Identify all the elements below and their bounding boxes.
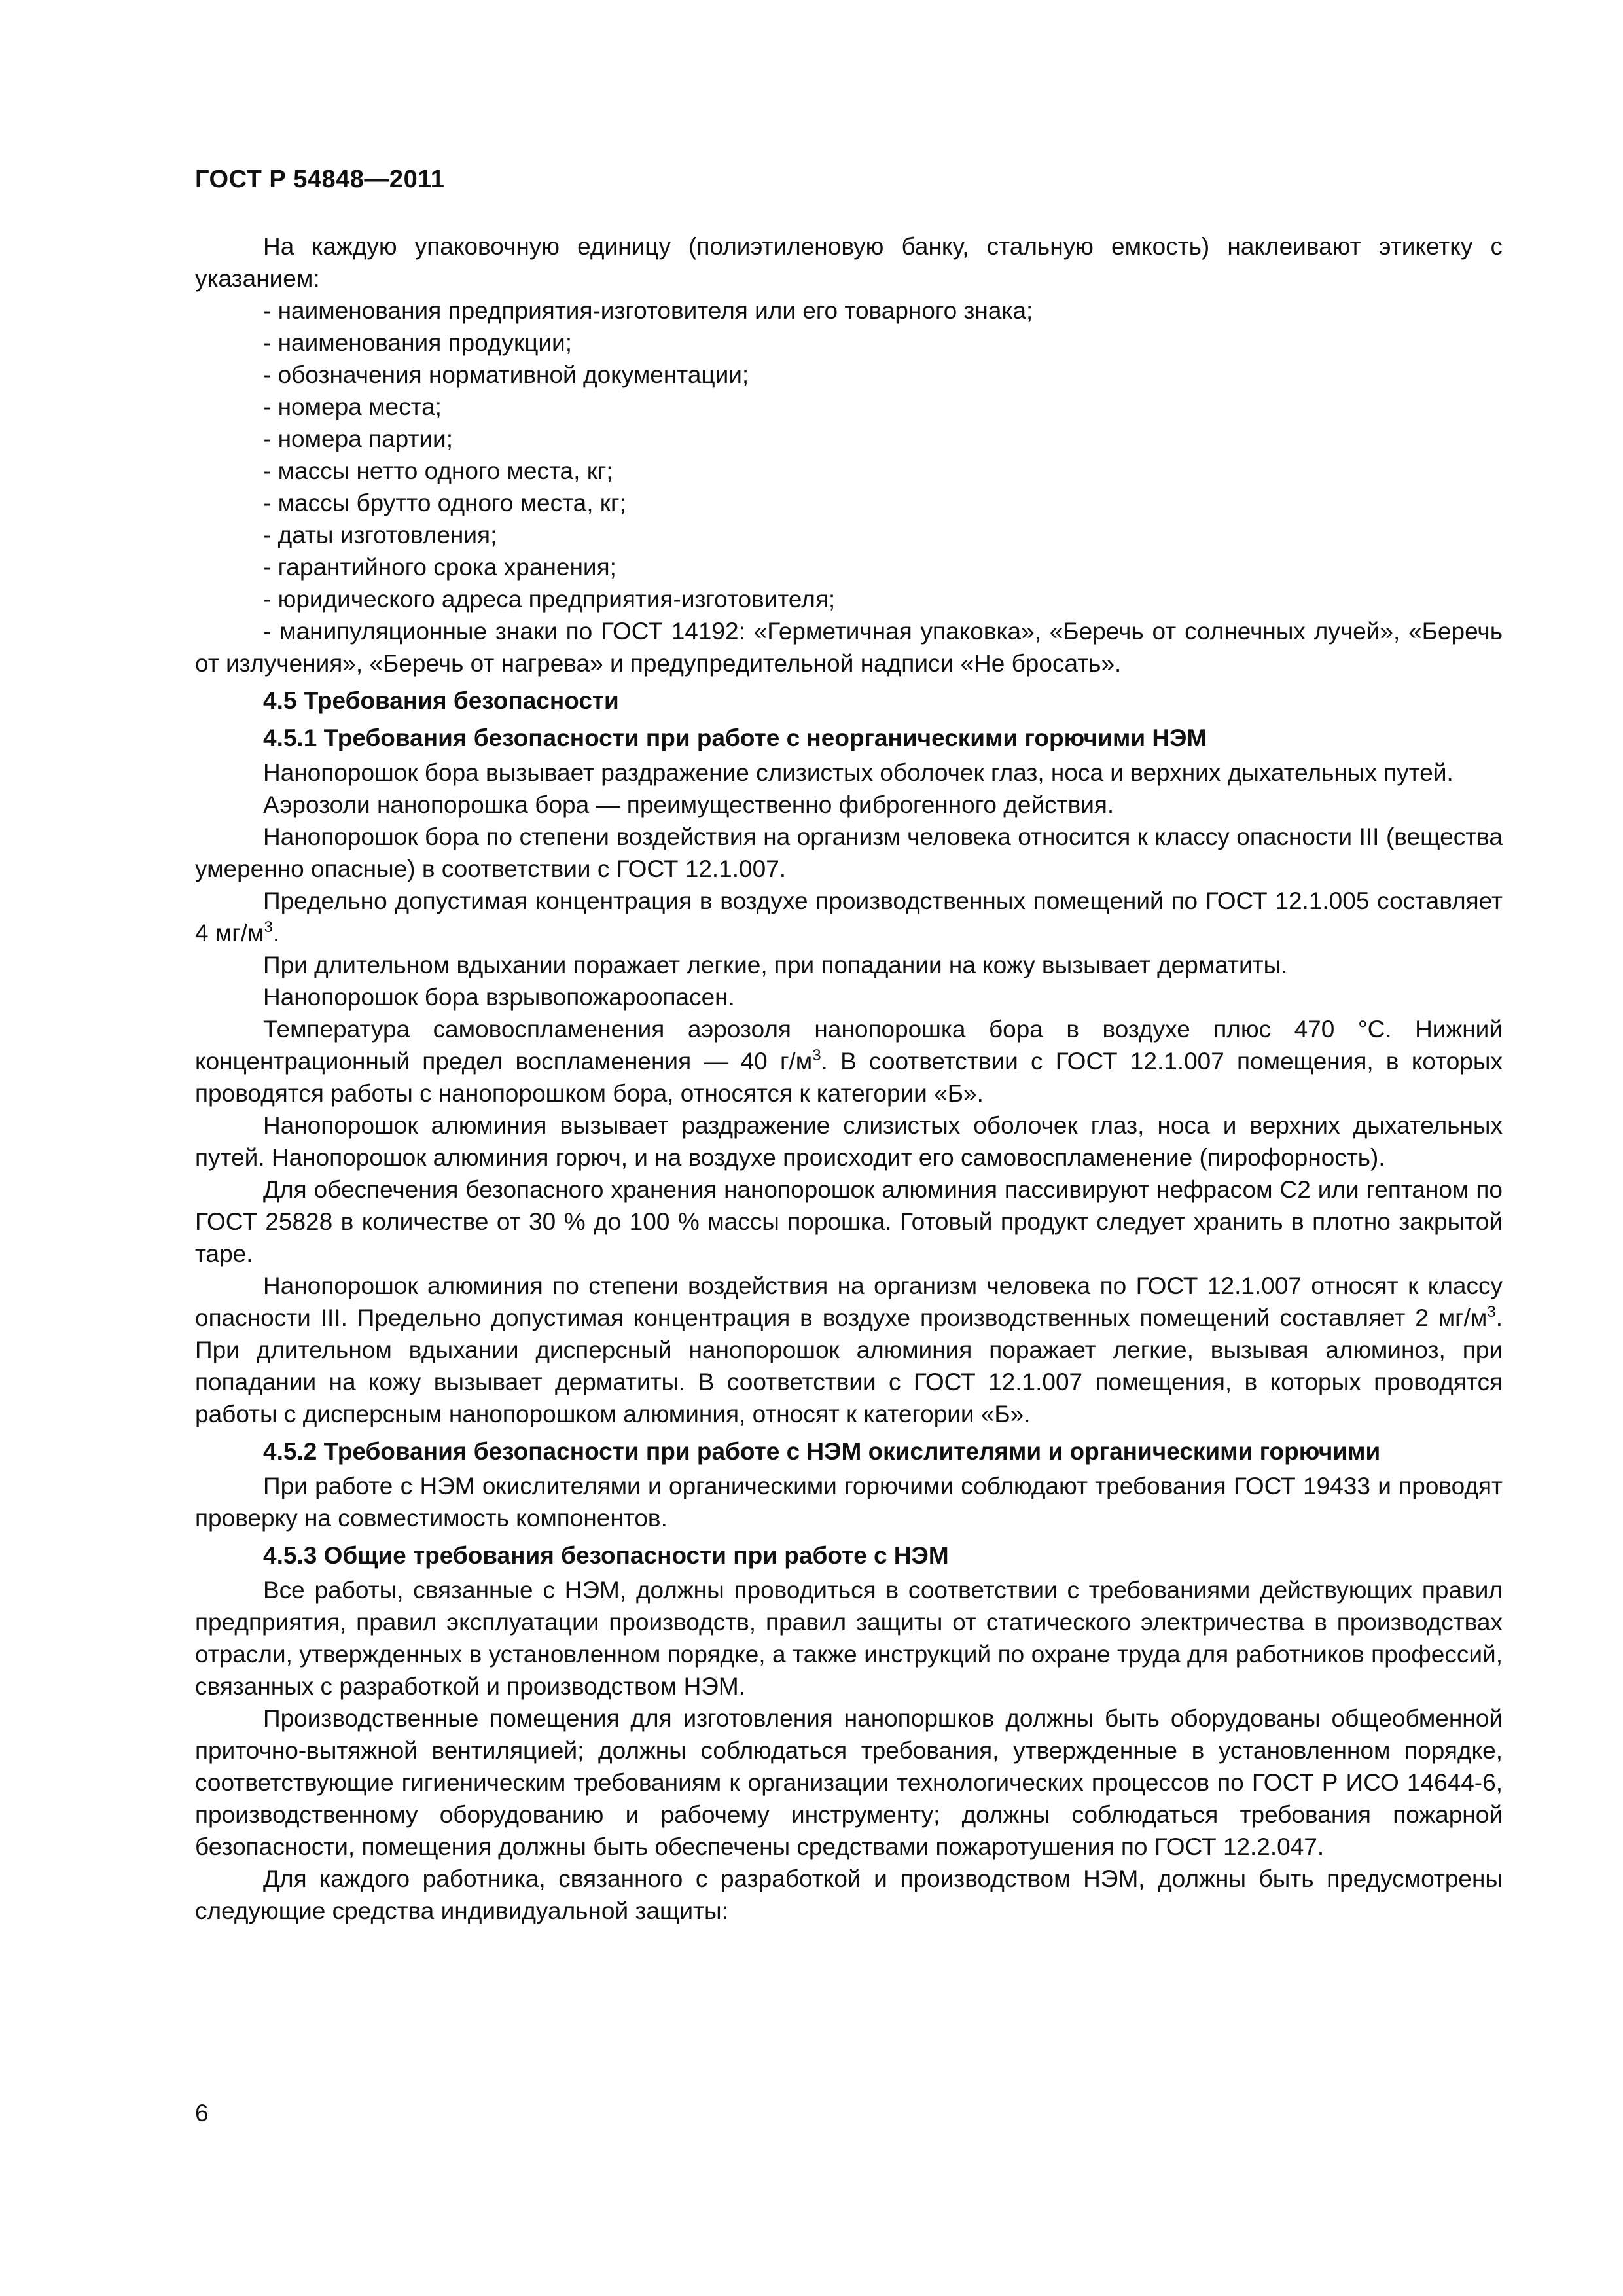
section-heading-4-5: 4.5 Требования безопасности [263,687,619,714]
label-intro-paragraph: На каждую упаковочную единицу (полиэтиленовую банку, стальную емкость) наклеивают этикетку с указанием: [195,233,1503,292]
section-heading-4-5-1: 4.5.1 Требования безопасности при работе с неорганическими горючими НЭМ [263,725,1207,751]
paragraph: Для обеспечения безопасного хранения нанопорошок алюминия пассивируют нефрасом С2 или гептаном по ГОСТ 25828 в количестве от 30 % до 100 % массы порошка. Готовый продукт следует хранить в плотно закрытой таре. [195,1176,1503,1267]
paragraph [195,885,1503,949]
list-item: - наименования предприятия-изготовителя или его товарного знака; [263,297,1033,324]
section-heading-4-5-3: 4.5.3 Общие требования безопасности при работе с НЭМ [263,1542,949,1569]
superscript: 3 [1487,1303,1496,1321]
list-item: - номера места; [263,393,442,420]
paragraph: Для каждого работника, связанного с разработкой и производством НЭМ, должны быть предусмотрены следующие средства индивидуальной защиты: [195,1865,1503,1924]
paragraph: При работе с НЭМ окислителями и органическими горючими соблюдают требования ГОСТ 19433 и проводят проверку на совместимость компонентов. [195,1473,1503,1532]
document-code: ГОСТ Р 54848—2011 [195,166,445,193]
paragraph: При длительном вдыхании поражает легкие, при попадании на кожу вызывает дерматиты. [263,952,1288,978]
paragraph [195,1013,1503,1109]
paragraph-text: . В соответствии с ГОСТ 12.1.007 помещения, в которых проводятся работы с нанопорошком бора, относятся к категории «Б». [195,1048,1503,1107]
section-heading-4-5-2: 4.5.2 Требования безопасности при работе с НЭМ окислителями и органическими горючими [263,1438,1381,1465]
paragraph-text: Предельно допустимая концентрация в воздухе производственных помещений по ГОСТ 12.1.005 составляет 4 мг/м [195,888,1503,946]
paragraph: Нанопорошок алюминия вызывает раздражение слизистых оболочек глаз, носа и верхних дыхательных путей. Нанопорошок алюминия горюч, и на воздухе происходит его самовоспламенение (пирофорность). [195,1112,1503,1171]
paragraph-text: . [272,920,280,946]
paragraph-text: Нанопорошок алюминия по степени воздействия на организм человека по ГОСТ 12.1.007 относят к классу опасности III. Предельно допустимая концентрация в воздухе производственных помещений составляет 2 мг/м [195,1272,1503,1331]
superscript: 3 [812,1047,821,1064]
paragraph-text: Температура самовоспламенения аэрозоля нанопорошка бора в воздухе плюс 470 °С. Нижний концентрационный предел воспламенения — 40 г/м [195,1016,1503,1075]
list-item: - массы нетто одного места, кг; [263,457,613,484]
paragraph-text: . При длительном вдыхании дисперсный нанопорошок алюминия поражает легкие, вызывая алюминоз, при попадании на кожу вызывает дерматиты. В соответствии с ГОСТ 12.1.007 помещения, в которых проводятся работы с дисперсным нанопорошком алюминия, относят к категории «Б». [195,1304,1503,1427]
list-item: - манипуляционные знаки по ГОСТ 14192: «Герметичная упаковка», «Беречь от солнечных лучей», «Беречь от излучения», «Беречь от нагрева» и предупредительной надписи «Не бросать». [195,618,1503,677]
paragraph: Нанопорошок бора вызывает раздражение слизистых оболочек глаз, носа и верхних дыхательных путей. [263,759,1454,786]
list-item: - юридического адреса предприятия-изготовителя; [263,586,836,613]
list-item: - обозначения нормативной документации; [263,361,749,388]
label-items-list [195,295,1503,679]
paragraph: Нанопорошок бора по степени воздействия на организм человека относится к классу опасности III (вещества умеренно опасные) в соответствии с ГОСТ 12.1.007. [195,823,1503,882]
list-item: - гарантийного срока хранения; [263,554,616,581]
list-item: - номера партии; [263,425,454,452]
superscript: 3 [264,918,273,936]
paragraph [195,1270,1503,1430]
paragraph: Аэрозоли нанопорошка бора — преимущественно фиброгенного действия. [263,791,1115,818]
document-body [195,230,1503,1927]
list-item: - даты изготовления; [263,522,497,548]
list-item: - массы брутто одного места, кг; [263,490,626,516]
list-item: - наименования продукции; [263,329,573,356]
paragraph: Все работы, связанные с НЭМ, должны проводиться в соответствии с требованиями действующих правил предприятия, правил эксплуатации производств, правил защиты от статического электричества в производствах отрасли, утвержденных в установленном порядке, а также инструкций по охране труда для работников профессий, связанных с разработкой и производством НЭМ. [195,1577,1503,1700]
page-number: 6 [195,2100,209,2126]
paragraph: Нанопорошок бора взрывопожароопасен. [263,984,735,1011]
paragraph: Производственные помещения для изготовления нанопоршков должны быть оборудованы общеобменной приточно-вытяжной вентиляцией; должны соблюдаться требования, утвержденные в установленном порядке, соответствующие гигиеническим требованиям к организации технологических процессов по ГОСТ Р ИСО 14644-6, производственному оборудованию и рабочему инструменту; должны соблюдаться требования пожарной безопасности, помещения должны быть обеспечены средствами пожаротушения по ГОСТ 12.2.047. [195,1705,1503,1860]
